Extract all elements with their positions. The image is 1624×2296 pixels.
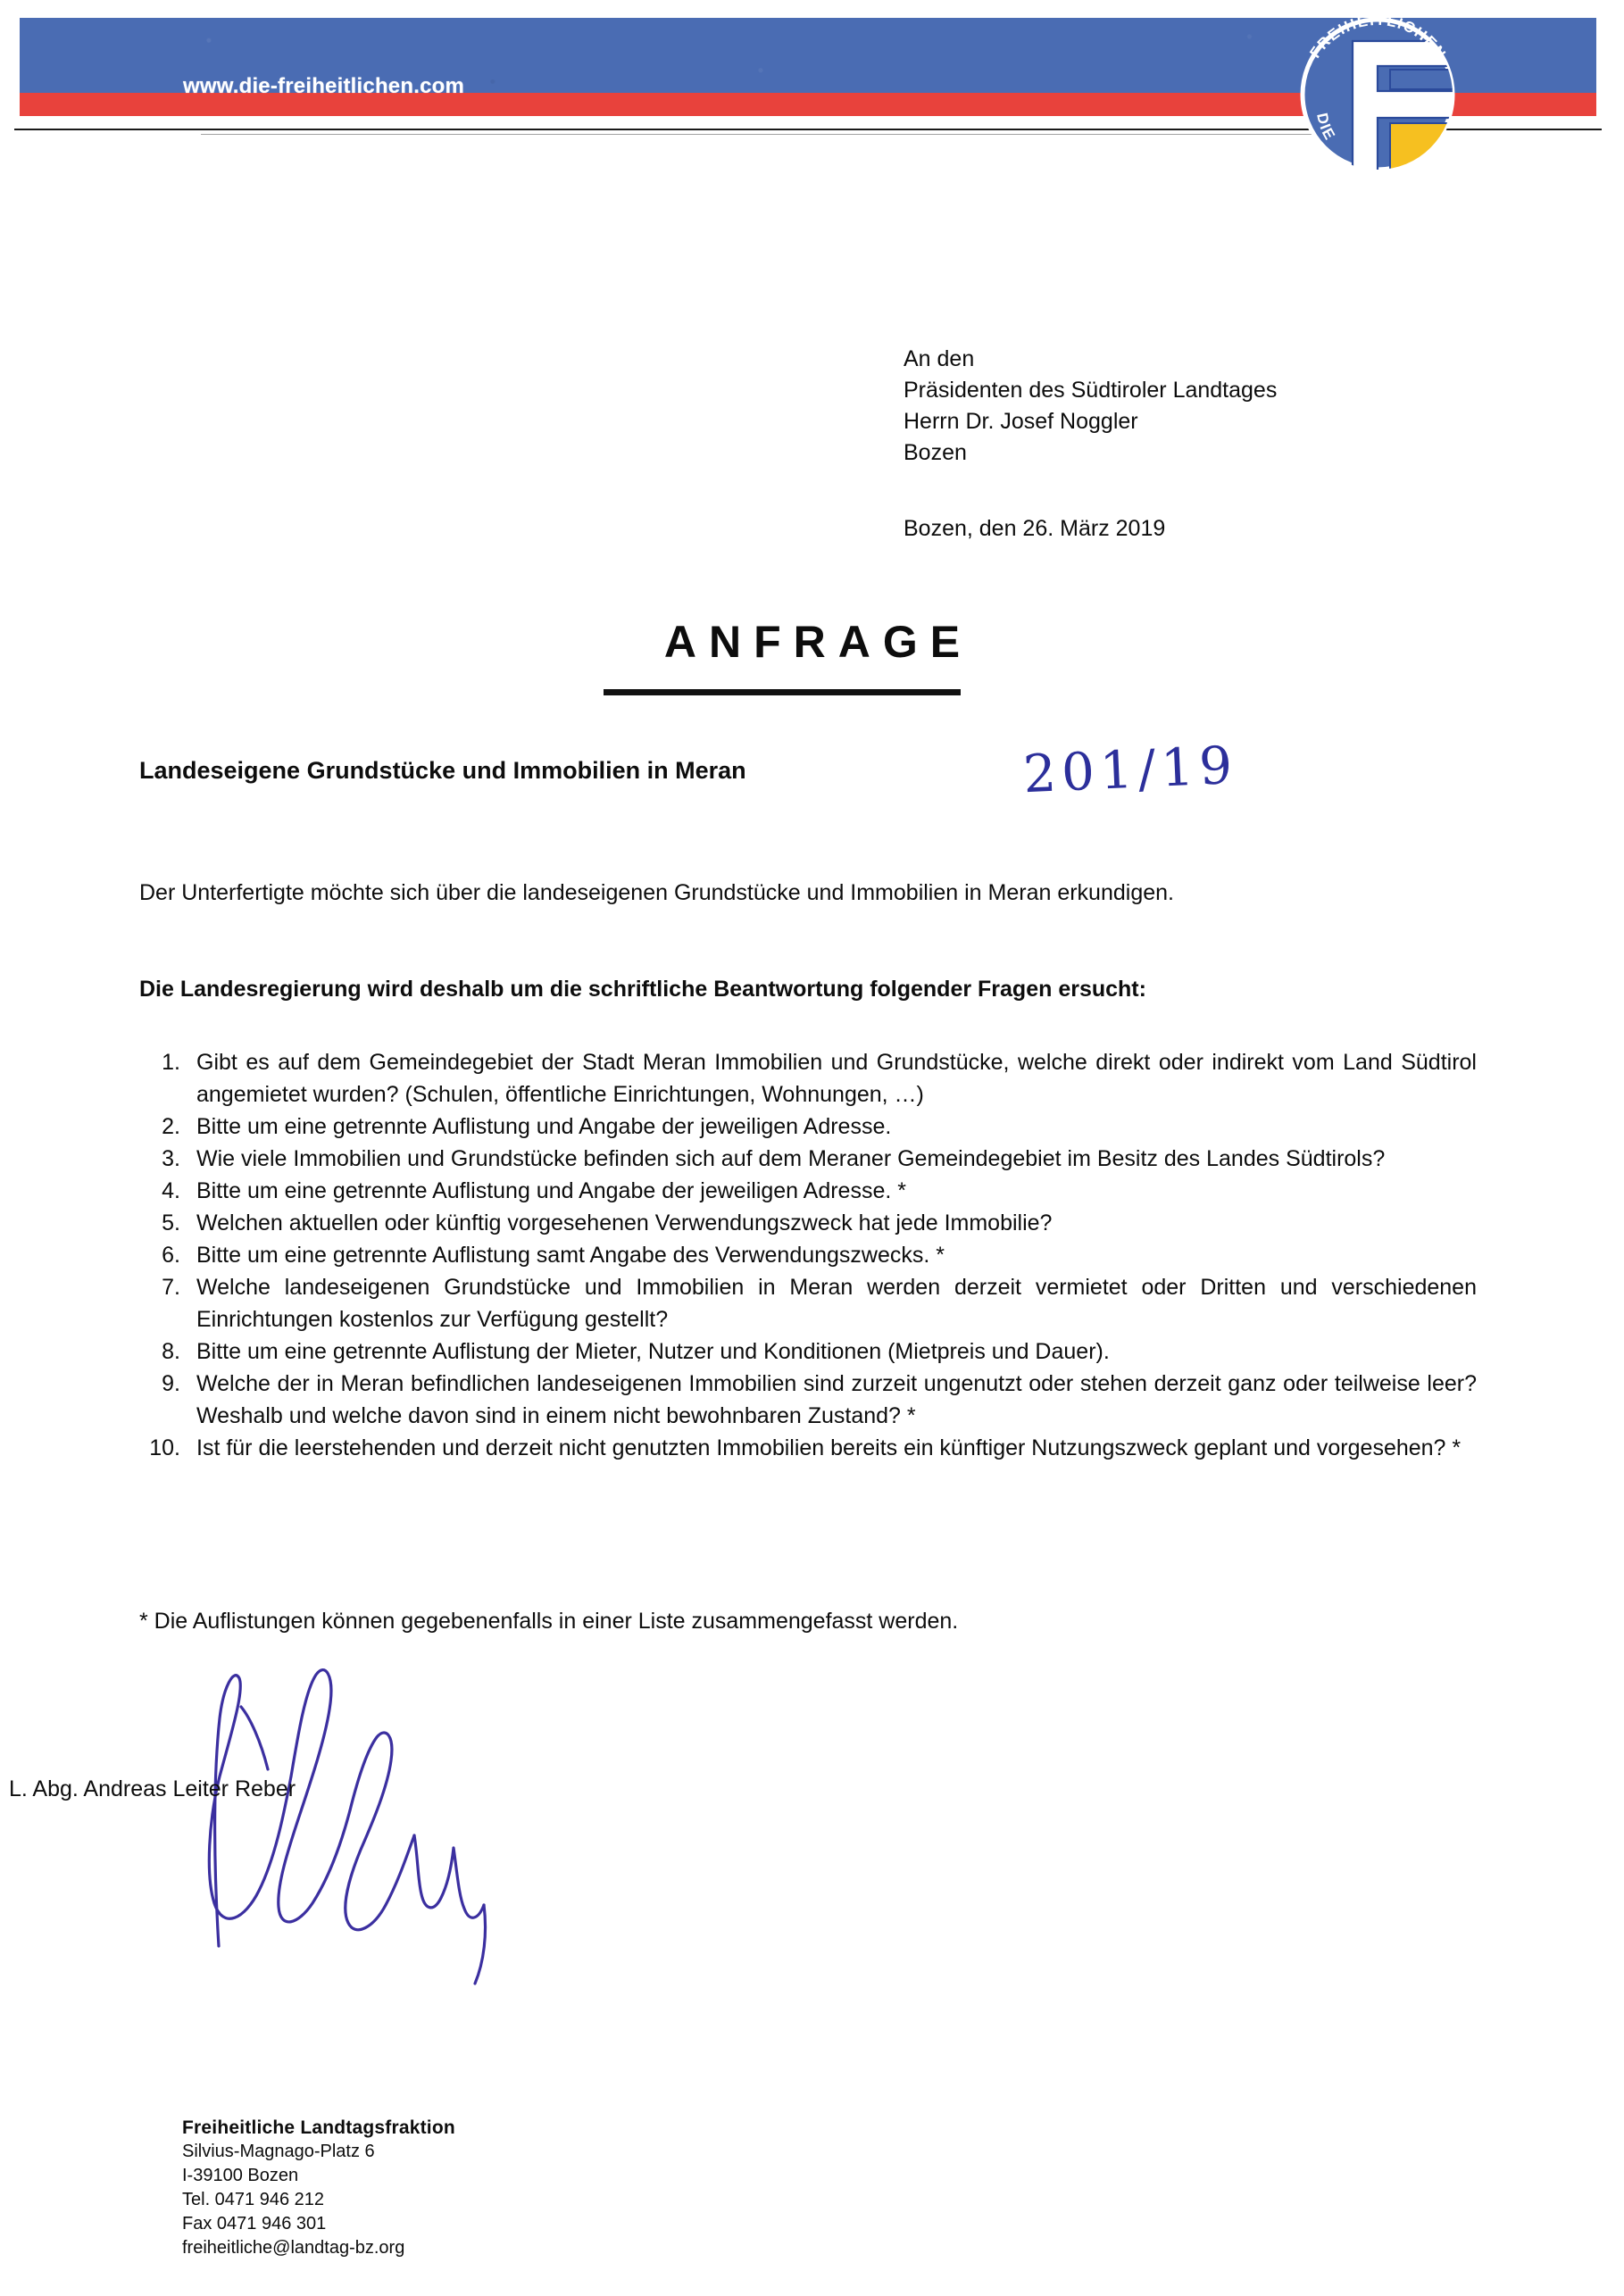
recipient-address-block: [904, 344, 1277, 469]
list-item-number: 5.: [162, 1210, 180, 1235]
footer-phone: Tel. 0471 946 212: [182, 2190, 325, 2209]
letterhead-thin-rule: [201, 134, 1335, 135]
website-url-text: www.die-freiheitlichen.com: [183, 74, 465, 98]
request-line: Die Landesregierung wird deshalb um die schriftliche Beantwortung folgender Fragen ersucht:: [139, 977, 1146, 1002]
list-item-text: Welchen aktuellen oder künftig vorgesehenen Verwendungszweck hat jede Immobilie?: [196, 1210, 1053, 1235]
list-item: [139, 1175, 1478, 1207]
letterhead: [0, 0, 1624, 268]
page-title-underline: [604, 689, 961, 695]
list-item: [139, 1432, 1478, 1464]
signature-name-label: L. Abg. Andreas Leiter Reber: [9, 1776, 296, 1801]
list-item: [139, 1368, 1478, 1432]
recipient-line: Bozen: [904, 440, 967, 465]
recipient-line: An den: [904, 346, 975, 371]
list-item-text: Welche der in Meran befindlichen landeseigenen Immobilien sind zurzeit ungenutzt oder stehen derzeit ganz oder teilweise leer? Weshalb und welche davon sind in einem nicht bewohnbaren Zustand? *: [196, 1371, 1477, 1428]
list-item: [139, 1143, 1478, 1175]
footer-organization: Freiheitliche Landtagsfraktion: [182, 2117, 455, 2138]
footnote-text: * Die Auflistungen können gegebenenfalls in einer Liste zusammengefasst werden.: [139, 1609, 959, 1634]
recipient-line: Herrn Dr. Josef Noggler: [904, 409, 1138, 434]
recipient-line: Präsidenten des Südtiroler Landtages: [904, 378, 1278, 403]
list-item-text: Gibt es auf dem Gemeindegebiet der Stadt Meran Immobilien und Grundstücke, welche direkt oder indirekt vom Land Südtirol angemietet wurden? (Schulen, öffentliche Einrichtungen, Wohnungen, …): [196, 1050, 1477, 1107]
list-item: [139, 1239, 1478, 1271]
list-item: [139, 1271, 1478, 1335]
footer-address-street: Silvius-Magnago-Platz 6: [182, 2142, 375, 2161]
list-item-number: 2.: [162, 1114, 180, 1139]
list-item-number: 8.: [162, 1339, 180, 1364]
intro-paragraph: Der Unterfertigte möchte sich über die landeseigenen Grundstücke und Immobilien in Meran erkundigen.: [139, 880, 1174, 905]
list-item-text: Bitte um eine getrennte Auflistung und Angabe der jeweiligen Adresse.: [196, 1114, 892, 1139]
footer-contact-block: [182, 2116, 455, 2260]
die-freiheitlichen-logo-icon: [1288, 5, 1467, 184]
list-item-number: 10.: [149, 1435, 180, 1460]
date-line: Bozen, den 26. März 2019: [904, 516, 1166, 541]
handwritten-signature: [134, 1651, 634, 2009]
list-item: [139, 1335, 1478, 1368]
list-item-number: 1.: [162, 1050, 180, 1075]
list-item-number: 9.: [162, 1371, 180, 1396]
list-item-number: 4.: [162, 1178, 180, 1203]
page-title: ANFRAGE: [663, 617, 973, 667]
list-item-number: 6.: [162, 1243, 180, 1268]
list-item-text: Bitte um eine getrennte Auflistung samt Angabe des Verwendungszwecks. *: [196, 1243, 945, 1268]
footer-address-city: I-39100 Bozen: [182, 2166, 299, 2185]
list-item-text: Bitte um eine getrennte Auflistung und Angabe der jeweiligen Adresse. *: [196, 1178, 906, 1203]
list-item-text: Ist für die leerstehenden und derzeit nicht genutzten Immobilien bereits ein künftiger Nutzungszweck geplant und vorgesehen? *: [196, 1435, 1462, 1460]
list-item: [139, 1111, 1478, 1143]
list-item-text: Wie viele Immobilien und Grundstücke befinden sich auf dem Meraner Gemeindegebiet im Besitz des Landes Südtirols?: [196, 1146, 1386, 1171]
footer-email: freiheitliche@landtag-bz.org: [182, 2238, 405, 2258]
footer-fax: Fax 0471 946 301: [182, 2214, 327, 2234]
logo-arc-text-top: FREIHEITLICHEN: [1306, 11, 1450, 62]
list-item-number: 3.: [162, 1146, 180, 1171]
list-item-text: Bitte um eine getrennte Auflistung der Mieter, Nutzer und Konditionen (Mietpreis und Dauer).: [196, 1339, 1110, 1364]
handwritten-reference-number: 201/19: [1021, 734, 1239, 805]
list-item: [139, 1207, 1478, 1239]
questions-list: [139, 1046, 1478, 1464]
list-item: [139, 1046, 1478, 1111]
list-item-number: 7.: [162, 1275, 180, 1300]
logo-arc-text-bottom: DIE: [1313, 111, 1339, 144]
list-item-text: Welche landeseigenen Grundstücke und Immobilien in Meran werden derzeit vermietet oder Dritten und verschiedenen Einrichtungen kostenlos zur Verfügung gestellt?: [196, 1275, 1477, 1332]
document-subject: Landeseigene Grundstücke und Immobilien in Meran: [139, 757, 746, 784]
